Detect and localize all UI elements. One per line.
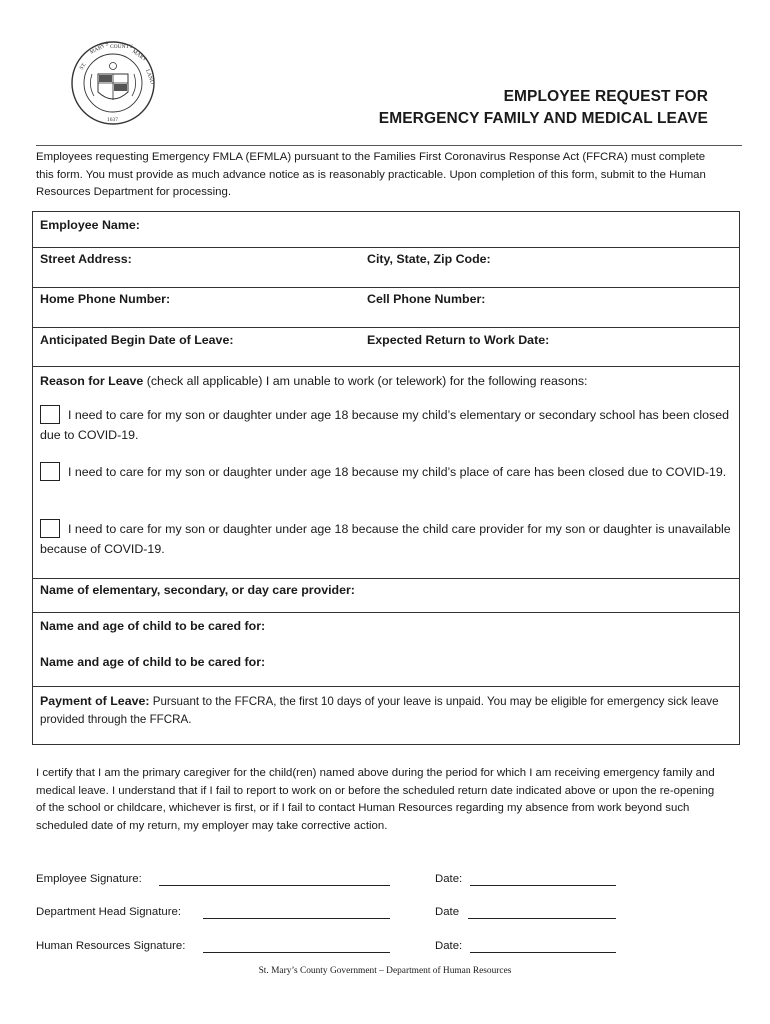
home-phone-label: Home Phone Number: (40, 292, 171, 306)
reason-row (33, 367, 739, 579)
child-1-field[interactable] (33, 613, 739, 650)
dept-head-date-line[interactable] (468, 918, 616, 919)
school-closed-checkbox[interactable] (40, 405, 60, 424)
return-date-label: Expected Return to Work Date: (367, 333, 550, 347)
hr-signature-label: Human Resources Signature: (36, 940, 186, 952)
provider-name-row[interactable] (33, 579, 739, 613)
hr-date-label: Date: (435, 940, 463, 952)
intro-paragraph: Employees requesting Emergency FMLA (EFMLA) pursuant to the Families First Coronavirus Response Act (FFCRA) must complete this form. You must provide as much advance notice as is reasonably practicable. Upon completion of this form, submit to the Human Resources Department for processing. (36, 151, 706, 198)
begin-date-field[interactable] (33, 328, 361, 366)
phone-row (33, 288, 739, 328)
leave-request-form (32, 211, 740, 745)
home-phone-field[interactable] (33, 288, 361, 327)
title-line-2: EMERGENCY FAMILY AND MEDICAL LEAVE (378, 110, 708, 127)
dates-row (33, 328, 739, 367)
city-state-zip-label: City, State, Zip Code: (367, 252, 491, 266)
payment-of-leave (40, 692, 730, 729)
payment-label: Payment of Leave: (40, 694, 150, 708)
county-seal-logo (70, 40, 156, 126)
employee-date-line[interactable] (470, 885, 616, 886)
reason-option-text: I need to care for my son or daughter under age 18 because my child’s place of care has been closed due to COVID-19. (68, 465, 727, 479)
svg-text:MARY: MARY (130, 48, 148, 63)
hr-signature-line[interactable] (203, 952, 390, 953)
employee-date-label: Date: (435, 873, 463, 885)
reason-option-text: I need to care for my son or daughter under age 18 because my child’s elementary or secondary school has been closed due to COVID-19. (40, 408, 729, 442)
child-1-label: Name and age of child to be cared for: (40, 619, 266, 633)
page-footer: St. Mary’s County Government – Department of Human Resources (258, 966, 512, 976)
certification-paragraph: I certify that I am the primary caregiver for the child(ren) named above during the period for which I am receiving emergency family and medical leave. I understand that if I fail to report to work on or before the scheduled return date indicated above or upon the re-opening of the school or childcare, whichever is first, or if I fail to contact Human Resources regarding my absence from work beyond such scheduled date of my return, my employer may take corrective action. (36, 767, 715, 832)
reason-option-school (40, 405, 736, 445)
place-of-care-closed-checkbox[interactable] (40, 462, 60, 481)
svg-text:1637: 1637 (107, 117, 118, 123)
city-state-zip-field[interactable] (361, 248, 739, 287)
address-row (33, 248, 739, 288)
provider-unavailable-checkbox[interactable] (40, 519, 60, 538)
title-line-1: EMPLOYEE REQUEST FOR (503, 88, 708, 105)
begin-date-label: Anticipated Begin Date of Leave: (40, 333, 234, 347)
employee-signature-line[interactable] (159, 885, 390, 886)
employee-name-label: Employee Name: (40, 218, 140, 232)
reason-option-text: I need to care for my son or daughter under age 18 because the child care provider for my son or daughter is unavailable because of COVID-19. (40, 522, 731, 556)
svg-text:COUNTY: COUNTY (110, 44, 133, 50)
reason-label: Reason for Leave (40, 374, 144, 388)
svg-text:LAND: LAND (144, 68, 155, 86)
svg-text:ST.: ST. (78, 61, 88, 72)
cell-phone-label: Cell Phone Number: (367, 292, 486, 306)
reason-option-provider (40, 519, 736, 559)
employee-signature-label: Employee Signature: (36, 873, 142, 885)
hr-date-line[interactable] (470, 952, 616, 953)
document-title (379, 86, 708, 130)
return-date-field[interactable] (361, 328, 739, 366)
provider-name-label: Name of elementary, secondary, or day care provider: (40, 583, 355, 597)
payment-text: Pursuant to the FFCRA, the first 10 days of your leave is unpaid. You may be eligible for emergency sick leave provided through the FFCRA. (40, 695, 719, 726)
street-address-field[interactable] (33, 248, 361, 287)
child-2-field[interactable] (33, 650, 739, 687)
cell-phone-field[interactable] (361, 288, 739, 327)
reason-option-care (40, 462, 736, 482)
children-row (33, 613, 739, 687)
child-2-label: Name and age of child to be cared for: (40, 655, 266, 669)
dept-head-date-label: Date (435, 906, 460, 918)
employee-name-row[interactable] (33, 212, 739, 248)
reason-description: (check all applicable) I am unable to work (or telework) for the following reasons: (143, 374, 588, 388)
reason-heading (40, 371, 736, 391)
dept-head-signature-label: Department Head Signature: (36, 906, 181, 918)
title-divider (36, 145, 742, 146)
street-address-label: Street Address: (40, 252, 132, 266)
svg-text:MARY'S: MARY'S (89, 40, 110, 56)
dept-head-signature-line[interactable] (203, 918, 390, 919)
